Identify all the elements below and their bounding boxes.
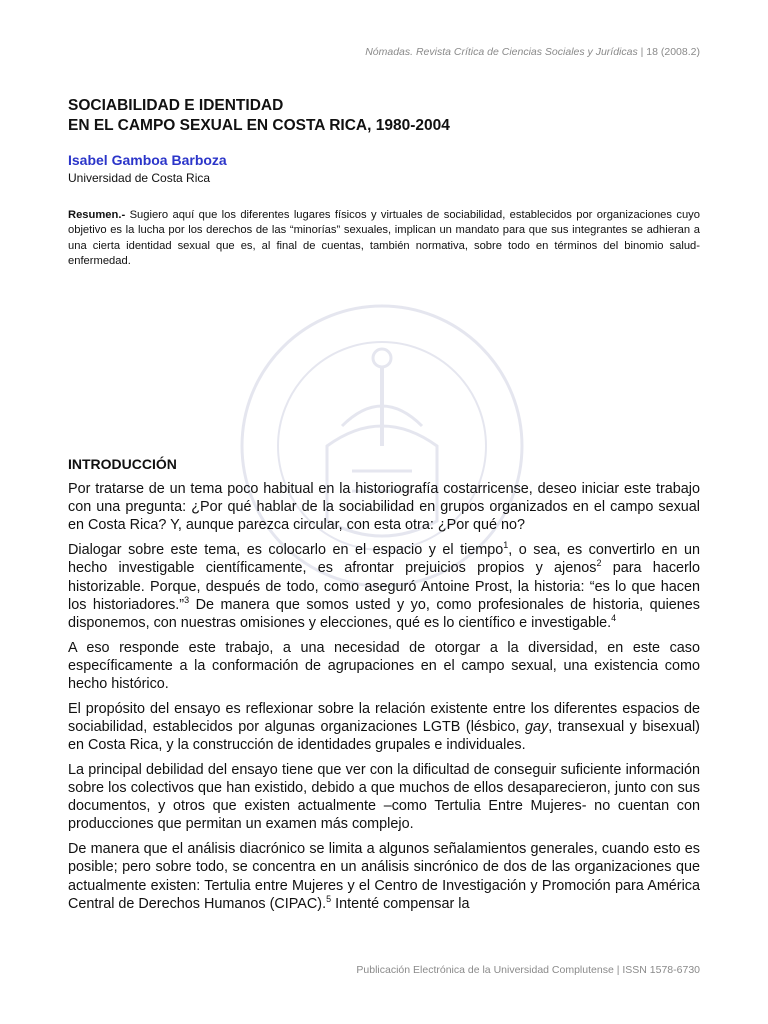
footnote-ref-1[interactable]: 1 [503, 540, 509, 551]
paragraph-3: A eso responde este trabajo, a una necesidad de otorgar a la diversidad, en este caso específicamente a la conformación de agrupaciones en el campo sexual, una existencia como hecho histórico. [68, 639, 700, 693]
running-header [365, 46, 700, 58]
issue-number: | 18 (2008.2) [640, 46, 700, 58]
paragraph-2-text-c: para hacerlo historizable. Porque, después de todo, como aseguró Antoine Prost, la historia: “es lo que hacen los historiadores.” [68, 560, 701, 613]
footnote-ref-3[interactable]: 3 [184, 594, 190, 605]
paragraph-1: Por tratarse de un tema poco habitual en la historiografía costarricense, deseo iniciar este trabajo con una pregunta: ¿Por qué hablar de la sociabilidad en grupos organizados en el campo sexual en Costa Rica? Y, aunque parezca circular, con esta otra: ¿Por qué no? [68, 481, 700, 534]
paragraph-2-text-d: De manera que somos usted y yo, como profesionales de historia, quienes disponemos, con nuestras omisiones y elecciones, qué es lo científico e investigable. [68, 596, 700, 631]
footnote-ref-5[interactable]: 5 [326, 893, 332, 904]
article-body [68, 480, 700, 919]
section-heading-introduccion: INTRODUCCIÓN [68, 456, 177, 472]
paragraph-2-text-b: , o sea, es convertirlo en un hecho investigable científicamente, es afrontar prejuicios propios y ajenos [68, 542, 700, 577]
author-affiliation: Universidad de Costa Rica [68, 171, 211, 185]
paragraph-5: La principal debilidad del ensayo tiene que ver con la dificultad de conseguir suficiente información sobre los colectivos que han existido, debido a que muchos de ellos desaparecieron, junto con sus documentos, y otros que existen actualmente –como Tertulia Entre Mujeres- no cuentan con producciones que permitan un examen más complejo. [68, 761, 700, 833]
paragraph-6-text-b: Intenté compensar la [331, 895, 470, 912]
paragraph-2-text-a: Dialogar sobre este tema, es colocarlo en el espacio y el tiempo [68, 542, 504, 559]
paragraph-4-text-b: , transexual y bisexual) en Costa Rica, y la construcción de identidades grupales e individuales. [68, 718, 700, 754]
abstract-label: Resumen.- [68, 209, 126, 221]
footnote-ref-4[interactable]: 4 [611, 612, 617, 623]
article-title [68, 96, 450, 136]
abstract-text: Sugiero aquí que los diferentes lugares físicos y virtuales de sociabilidad, establecidos por organizaciones cuyo objetivo es la lucha por los derechos de las “minorías” sexuales, implican un mandato para que sus integrantes se adhieran a una cierta identidad sexual que es, al final de cuentas, también normativa, sobre todo en términos del binomio salud-enfermedad. [68, 209, 700, 267]
footnote-ref-2[interactable]: 2 [596, 558, 602, 569]
abstract [68, 208, 700, 269]
paragraph-4-italic-gay: gay [525, 718, 549, 735]
title-line-1: SOCIABILIDAD E IDENTIDAD [68, 97, 284, 114]
paragraph-2 [68, 541, 700, 632]
paragraph-6 [68, 840, 700, 913]
paragraph-4 [68, 700, 700, 755]
paragraph-6-text-a: De manera que el análisis diacrónico se limita a algunos señalamientos generales, cuando esto es posible; pero sobre todo, se concentra en un análisis sincrónico de dos de las organizaciones que actualmente existen: Tertulia entre Mujeres y el Centro de Investigación y Promoción para América Central de Derechos Humanos (CIPAC). [68, 841, 700, 912]
paragraph-4-text-a: El propósito del ensayo es reflexionar sobre la relación existente entre los diferentes espacios de sociabilidad, establecidos por algunas organizaciones LGTB (lésbico, [68, 700, 700, 735]
author-name[interactable]: Isabel Gamboa Barboza [68, 152, 227, 168]
title-line-2: EN EL CAMPO SEXUAL EN COSTA RICA, 1980-2004 [68, 117, 450, 134]
journal-name: Nómadas. Revista Crítica de Ciencias Sociales y Jurídicas [365, 46, 638, 58]
page-footer: Publicación Electrónica de la Universidad Complutense | ISSN 1578-6730 [356, 964, 700, 976]
